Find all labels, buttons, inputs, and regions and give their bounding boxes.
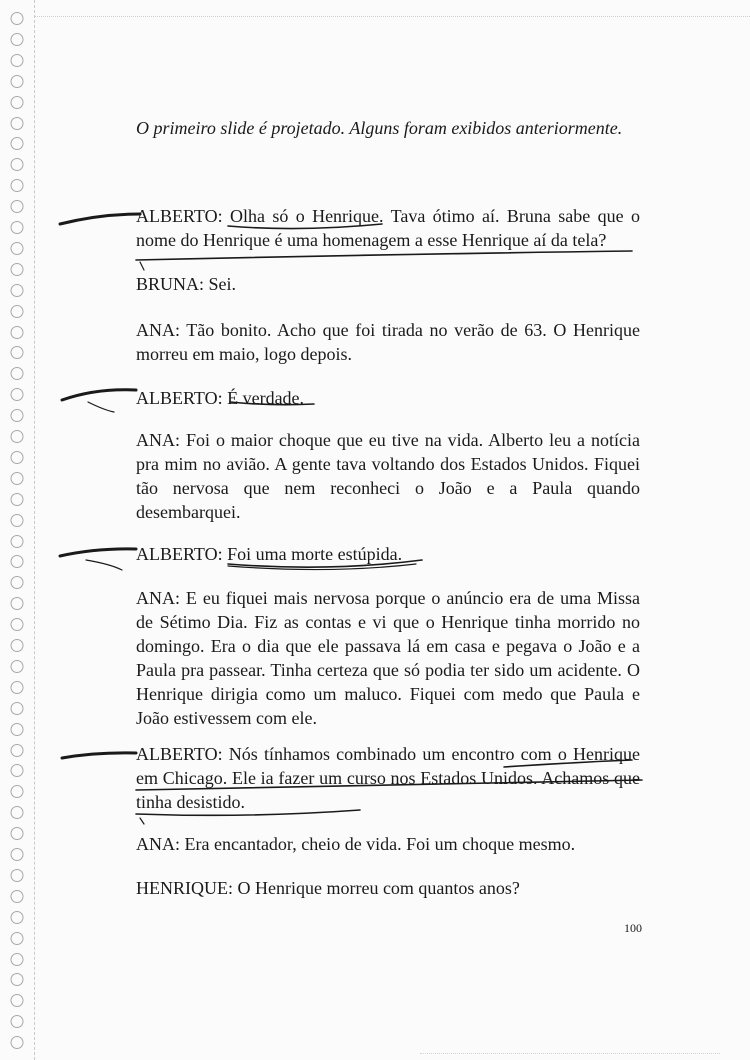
binder-hole xyxy=(11,367,24,380)
margin-mark-1 xyxy=(60,214,140,224)
binder-hole xyxy=(11,785,24,798)
binder-hole xyxy=(11,493,24,506)
dialogue-ana-3: ANA: E eu fiquei mais nervosa porque o anúncio era de uma Missa de Sétimo Dia. Fiz as contas e vi que o Henrique tinha morrido no domingo. Era o dia que ele passava lá em casa e pegava o João e a Paula pra passear. Tinha certeza que só podia ter sido um acidente. O Henrique dirigia como um maluco. Fiquei com medo que Paula e João estivessem com ele. xyxy=(136,588,640,728)
binder-hole xyxy=(11,555,24,568)
binder-hole xyxy=(11,994,24,1007)
binder-hole xyxy=(11,221,24,234)
margin-flourish-3 xyxy=(86,560,122,570)
binder-hole xyxy=(11,54,24,67)
stage-direction: O primeiro slide é projetado. Alguns foram exibidos anteriormente. xyxy=(136,118,623,138)
dialogue-alberto-1: ALBERTO: Olha só o Henrique. Tava ótimo aí. Bruna sabe que o nome do Henrique é uma homenagem a esse Henrique aí da tela? xyxy=(136,206,640,250)
dialogue-henrique-1: HENRIQUE: O Henrique morreu com quantos anos? xyxy=(136,878,520,898)
binder-hole xyxy=(11,660,24,673)
binder-hole xyxy=(11,535,24,548)
dialogue-alberto-4: ALBERTO: Nós tínhamos combinado um encontro com o Henrique em Chicago. Ele ia fazer um curso nos Estados Unidos. Achamos que tinha desistido. xyxy=(136,744,640,812)
binder-hole xyxy=(11,12,24,25)
binder-hole xyxy=(11,263,24,276)
binder-hole xyxy=(11,305,24,318)
binder-hole xyxy=(11,618,24,631)
binder-hole xyxy=(11,890,24,903)
dialogue-ana-1: ANA: Tão bonito. Acho que foi tirada no verão de 63. O Henrique morreu em maio, logo depois. xyxy=(136,320,640,364)
binder-hole xyxy=(11,827,24,840)
binder-hole xyxy=(11,744,24,757)
binder-hole xyxy=(11,242,24,255)
margin-flourish-2 xyxy=(88,402,114,412)
binder-hole xyxy=(11,806,24,819)
binder-hole xyxy=(11,137,24,150)
margin-mark-2 xyxy=(62,390,136,400)
binder-hole xyxy=(11,388,24,401)
binder-hole xyxy=(11,764,24,777)
page-top-edge xyxy=(34,16,750,17)
binder-hole xyxy=(11,576,24,589)
binder-hole-strip xyxy=(0,0,35,1060)
binder-hole xyxy=(11,911,24,924)
binder-hole xyxy=(11,953,24,966)
binder-hole xyxy=(11,973,24,986)
binder-hole xyxy=(11,848,24,861)
dialogue-alberto-3: ALBERTO: Foi uma morte estúpida. xyxy=(136,544,403,564)
binder-hole xyxy=(11,117,24,130)
binder-hole xyxy=(11,869,24,882)
binder-hole xyxy=(11,1036,24,1049)
binder-hole xyxy=(11,33,24,46)
binder-hole xyxy=(11,639,24,652)
margin-mark-4 xyxy=(62,753,136,758)
binder-hole xyxy=(11,75,24,88)
binder-hole xyxy=(11,430,24,443)
dialogue-ana-4: ANA: Era encantador, cheio de vida. Foi um choque mesmo. xyxy=(136,834,576,854)
binder-hole xyxy=(11,472,24,485)
dialogue-ana-2: ANA: Foi o maior choque que eu tive na vida. Alberto leu a notícia pra mim no avião. A gente tava voltando dos Estados Unidos. Fiquei tão nervosa que nem reconheci o João e a Paula quando desembarquei. xyxy=(136,430,640,522)
binder-hole xyxy=(11,597,24,610)
margin-mark-3 xyxy=(60,549,136,556)
dialogue-bruna-1: BRUNA: Sei. xyxy=(136,274,237,294)
underline-1b xyxy=(136,251,632,260)
binder-hole xyxy=(11,723,24,736)
binder-hole xyxy=(11,200,24,213)
page-number: 100 xyxy=(624,921,642,935)
dialogue-alberto-2: ALBERTO: É verdade. xyxy=(136,388,305,408)
binder-hole xyxy=(11,346,24,359)
binder-hole xyxy=(11,1015,24,1028)
binder-hole xyxy=(11,932,24,945)
binder-hole xyxy=(11,326,24,339)
tick-mark-4 xyxy=(140,818,144,824)
binder-hole xyxy=(11,96,24,109)
binder-hole xyxy=(11,681,24,694)
binder-hole xyxy=(11,179,24,192)
page-bottom-edge xyxy=(420,1053,720,1054)
binder-hole xyxy=(11,514,24,527)
binder-hole xyxy=(11,409,24,422)
binder-hole xyxy=(11,702,24,715)
binder-hole xyxy=(11,158,24,171)
binder-hole xyxy=(11,284,24,297)
tick-mark-1 xyxy=(140,262,144,270)
binder-hole xyxy=(11,451,24,464)
